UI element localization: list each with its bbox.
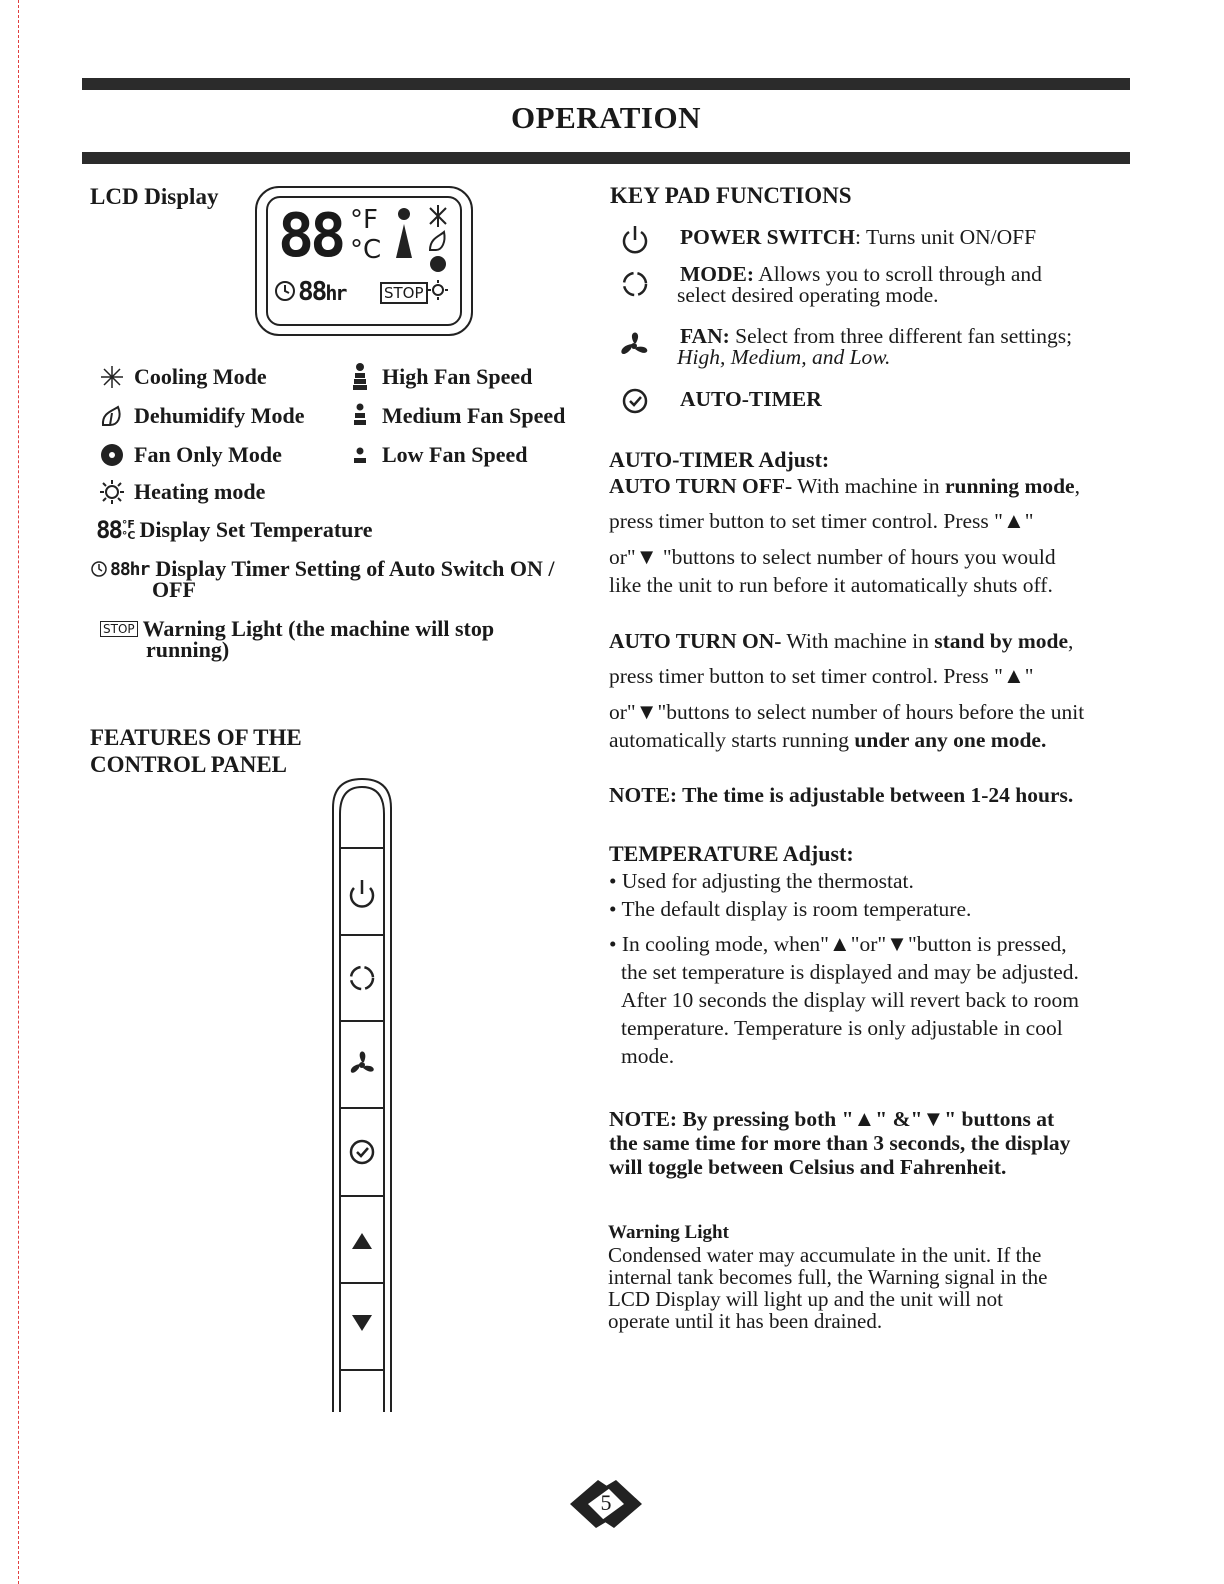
down-arrow-icon: ▼	[635, 699, 658, 724]
down-arrow-icon: ▼	[886, 931, 908, 956]
legend-low-fan	[346, 442, 527, 468]
panel-mode-button	[351, 967, 373, 989]
low-fan-speed-icon	[346, 442, 374, 468]
auto-on-line2: press timer button to set timer control. Press "	[609, 664, 1003, 688]
features-heading-line2: CONTROL PANEL	[90, 752, 288, 777]
lcd-display-figure	[255, 186, 473, 336]
lcd-timer-digits: 88	[298, 277, 326, 307]
header-bar-bottom	[82, 152, 1130, 164]
lcd-stop-indicator: STOP	[380, 282, 428, 304]
legend-low-fan-label: Low Fan Speed	[382, 442, 528, 467]
auto-off-running-mode: running mode	[944, 474, 1075, 498]
legend-cooling	[98, 364, 267, 390]
warning-line4: operate until it has been drained.	[608, 1309, 883, 1333]
auto-off-line3: "buttons to select number of hours you would	[657, 545, 1056, 569]
power-icon	[612, 222, 658, 256]
auto-on-quote: "	[1024, 664, 1034, 688]
control-panel-figure	[332, 778, 392, 1412]
power-label: POWER SWITCH	[680, 225, 856, 249]
legend-high-fan	[346, 362, 532, 392]
up-arrow-icon: ▲	[1002, 663, 1025, 688]
lcd-clock-icon	[274, 280, 296, 302]
legend-fan-only	[98, 442, 282, 468]
lcd-drop-icon	[430, 232, 445, 250]
features-heading-line1: FEATURES OF THE	[90, 725, 302, 750]
temp-bullet-3-line3: After 10 seconds the display will revert back to room	[621, 988, 1079, 1012]
lcd-heading: LCD Display	[90, 184, 219, 209]
mode-label: MODE:	[680, 262, 755, 286]
auto-on-standby-mode: stand by mode	[934, 629, 1069, 653]
panel-power-button	[351, 880, 373, 907]
legend-warning-label-line2: running)	[146, 637, 230, 662]
timer-digits-icon: 88hr	[110, 558, 150, 580]
page-number: 5	[600, 1490, 612, 1515]
keypad-power	[612, 222, 1036, 256]
mode-icon	[612, 264, 658, 298]
keypad-mode	[612, 264, 1042, 306]
down-arrow-icon: ▼	[922, 1106, 945, 1131]
mode-text-line2: select desired operating mode.	[677, 283, 939, 307]
temp-unit-icon: °F °C	[121, 518, 136, 542]
warning-line2: internal tank becomes full, the Warning signal in the	[608, 1265, 1048, 1289]
up-arrow-icon: ▲	[828, 931, 851, 956]
temp-note-line2: the same time for more than 3 seconds, the display	[609, 1131, 1071, 1155]
auto-timer-note: NOTE: The time is adjustable between 1-24 hours.	[609, 783, 1074, 807]
temp-bullet-3c: "button is pressed,	[907, 932, 1067, 956]
temp-note	[609, 1107, 1139, 1179]
keypad-timer	[612, 384, 822, 418]
timer-label: AUTO-TIMER	[680, 387, 822, 411]
fan-icon	[98, 442, 126, 468]
high-fan-speed-icon	[346, 362, 374, 392]
power-text: : Turns unit ON/OFF	[855, 225, 1037, 249]
snowflake-icon	[98, 364, 126, 390]
set-temp-digits-icon: 88	[96, 516, 121, 544]
droplet-icon	[98, 403, 126, 429]
legend-warning-label-line1: Warning Light (the machine will stop	[142, 616, 495, 641]
temp-bullet-3-line2: the set temperature is displayed and may be adjusted.	[621, 960, 1079, 984]
legend-fan-only-label: Fan Only Mode	[134, 442, 282, 467]
auto-on-any-mode: under any one mode.	[854, 728, 1047, 752]
temperature-heading: TEMPERATURE Adjust:	[609, 841, 854, 866]
temp-bullet-3-line5: mode.	[621, 1044, 675, 1068]
auto-off-text: With machine in	[792, 474, 945, 498]
auto-off-quote: "	[1024, 509, 1034, 533]
auto-off-label: AUTO TURN OFF-	[609, 474, 793, 498]
legend-medium-fan-label: Medium Fan Speed	[382, 403, 566, 428]
legend-dehumidify-label: Dehumidify Mode	[134, 403, 305, 428]
auto-on-line4: automatically starts running	[609, 728, 855, 752]
down-arrow-icon: ▼	[635, 544, 658, 569]
lcd-unit-c: °C	[350, 235, 382, 265]
auto-on-comma: ,	[1068, 629, 1074, 653]
lcd-timer-unit: hr	[325, 281, 346, 305]
legend-dehumidify	[98, 403, 305, 429]
medium-fan-speed-icon	[346, 403, 374, 429]
keypad-fan	[612, 326, 1072, 368]
panel-down-button	[352, 1315, 372, 1331]
up-arrow-icon: ▲	[1002, 508, 1025, 533]
temp-note-b: " &"	[875, 1107, 923, 1131]
mode-text-line1: Allows you to scroll through and	[754, 262, 1042, 286]
temp-note-a: NOTE: By pressing both "	[609, 1107, 854, 1131]
temp-note-c: " buttons at	[944, 1107, 1055, 1131]
legend-set-temp	[96, 516, 373, 544]
features-heading	[90, 724, 302, 778]
page-title: OPERATION	[511, 100, 701, 135]
temp-bullet-1: • Used for adjusting the thermostat.	[609, 869, 914, 893]
page-number-badge	[568, 1478, 644, 1530]
panel-timer-button	[351, 1141, 373, 1163]
auto-off-line4: like the unit to run before it automatically shuts off.	[609, 573, 1053, 597]
header-bar-top	[82, 78, 1130, 90]
legend-timer-label-line1: Display Timer Setting of Auto Switch ON /	[155, 556, 555, 581]
legend-heating	[98, 479, 265, 505]
legend-timer	[90, 556, 554, 600]
auto-off-or: or"	[609, 545, 636, 569]
auto-off-comma: ,	[1074, 474, 1080, 498]
warning-section	[608, 1222, 1138, 1332]
legend-medium-fan	[346, 403, 565, 429]
warning-line1: Condensed water may accumulate in the unit. If the	[608, 1243, 1042, 1267]
lcd-fan-icon	[430, 256, 446, 272]
fan-text-line1: Select from three different fan settings;	[729, 324, 1073, 348]
warning-line3: LCD Display will light up and the unit will not	[608, 1287, 1003, 1311]
temperature-section	[609, 840, 1139, 1179]
lcd-sun-icon	[428, 280, 448, 300]
temp-bullet-2: • The default display is room temperature.	[609, 897, 972, 921]
keypad-heading: KEY PAD FUNCTIONS	[610, 183, 852, 208]
fan-label: FAN:	[680, 324, 730, 348]
auto-on-or: or"	[609, 700, 636, 724]
panel-fan-button	[351, 1052, 374, 1073]
legend-warning	[100, 616, 494, 660]
lcd-fan-speed-icon	[396, 224, 412, 258]
auto-on-line3: "buttons to select number of hours before the unit	[657, 700, 1085, 724]
clock-icon	[90, 560, 108, 578]
lcd-digits: 88	[278, 201, 343, 271]
lcd-unit-f: °F	[350, 205, 378, 235]
up-arrow-icon: ▲	[853, 1106, 876, 1131]
fan-blade-icon	[612, 326, 658, 360]
sun-icon	[98, 479, 126, 505]
auto-on-text: With machine in	[781, 629, 935, 653]
temp-bullet-3b: "or"	[850, 932, 887, 956]
timer-icon	[612, 384, 658, 418]
lcd-snow-icon	[430, 205, 446, 227]
temp-bullet-3-line4: temperature. Temperature is only adjustable in cool	[621, 1016, 1063, 1040]
auto-on-label: AUTO TURN ON-	[609, 629, 782, 653]
legend-set-temp-label: Display Set Temperature	[139, 517, 373, 542]
legend-timer-label-line2: OFF	[152, 577, 196, 602]
auto-off-line2: press timer button to set timer control. Press "	[609, 509, 1003, 533]
auto-timer-heading: AUTO-TIMER Adjust:	[609, 447, 830, 472]
warning-heading: Warning Light	[608, 1222, 729, 1243]
cut-line	[18, 0, 19, 1584]
panel-up-button	[352, 1233, 372, 1249]
stop-icon: STOP	[100, 621, 138, 637]
temp-note-line3: will toggle between Celsius and Fahrenheit.	[609, 1155, 1007, 1179]
legend-cooling-label: Cooling Mode	[134, 364, 267, 389]
legend-high-fan-label: High Fan Speed	[382, 364, 533, 389]
legend-heating-label: Heating mode	[134, 479, 266, 504]
auto-timer-section	[609, 446, 1139, 809]
fan-text-line2: High, Medium, and Low.	[677, 345, 891, 369]
temp-bullet-3a: • In cooling mode, when"	[609, 932, 829, 956]
